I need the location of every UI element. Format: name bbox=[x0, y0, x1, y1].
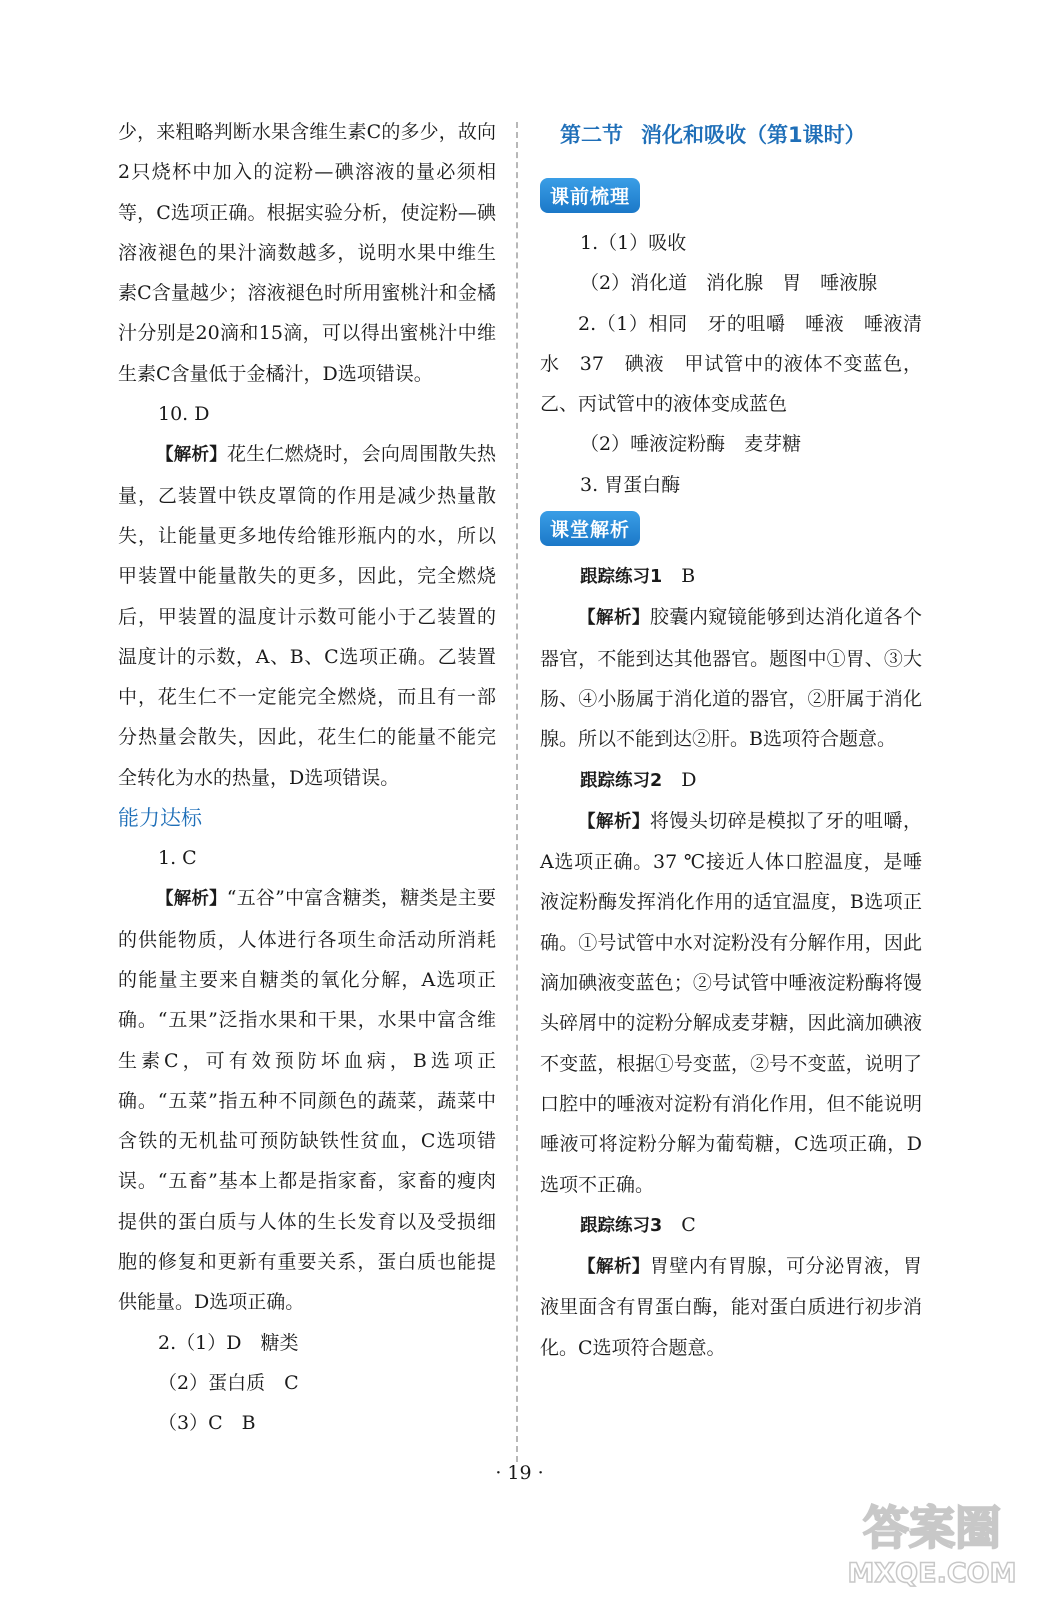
analysis-text: 花生仁燃烧时，会向周围散失热量，乙装置中铁皮罩筒的作用是减少热量散失，让能量更多地传给锥形瓶内的水，所以甲装置中能量散失的更多，因此，完全燃烧后，甲装置的温度计示数可能小于乙装置的温度计的示数，A、B、C选项正确。乙装置中，花生仁不一定能完全燃烧，而且有一部分热量会散失，因此，花生仁的能量不能完全转化为水的热量，D选项错误。 bbox=[118, 443, 496, 789]
answer-line: （3）C B bbox=[158, 1412, 256, 1435]
answer-line: 3. 胃蛋白酶 bbox=[580, 473, 681, 496]
watermark-logo bbox=[847, 1482, 1017, 1590]
exercise-answer: B bbox=[681, 565, 696, 588]
in-class-badge: 课堂解析 bbox=[540, 511, 640, 546]
analysis-label: 【解析】 bbox=[578, 811, 650, 832]
answer-line: 2.（1）D 糖类 bbox=[158, 1331, 299, 1354]
exercise-heading bbox=[540, 556, 922, 597]
answer-text: 少，来粗略判断水果含维生素C的多少，故向2只烧杯中加入的淀粉—碘溶液的量必须相等，C选项正确。根据实验分析，使淀粉—碘溶液褪色的果汁滴数越多，说明水果中维生素C含量越少；溶液褪色时所用蜜桃汁和金橘汁分别是20滴和15滴，可以得出蜜桃汁中维生素C含量低于金橘汁，D选项错误。 bbox=[118, 121, 496, 385]
analysis-paragraph bbox=[540, 801, 922, 1205]
analysis-text: 胶囊内窥镜能够到达消化道各个器官，不能到达其他器官。题图中①胃、③大肠、④小肠属于消化道的器官，②肝属于消化腺。所以不能到达②肝。B选项符合题意。 bbox=[540, 606, 922, 751]
pre-class-badge: 课前梳理 bbox=[540, 178, 640, 213]
analysis-text: 将馒头切碎是模拟了牙的咀嚼，A选项正确。37 ℃接近人体口腔温度，是唾液淀粉酶发挥消化作用的适宜温度，B选项正确。①号试管中水对淀粉没有分解作用，因此滴加碘液变蓝色；②号试管中唾液淀粉酶将馒头碎屑中的淀粉分解成麦芽糖，因此滴加碘液不变蓝，根据①号变蓝，②号不变蓝，说明了口腔中的唾液对淀粉有消化作用，但不能说明唾液可将淀粉分解为葡萄糖，C选项正确，D选项不正确。 bbox=[540, 809, 922, 1196]
watermark-text-top: 答案圈 bbox=[863, 1501, 1001, 1555]
answer-line: 2.（1）相同 牙的咀嚼 唾液 唾液清水 37 碘液 甲试管中的液体不变蓝色，乙、丙试管中的液体变成蓝色 bbox=[540, 312, 922, 416]
answer-line: （2）唾液淀粉酶 麦芽糖 bbox=[580, 433, 802, 456]
analysis-label: 【解析】 bbox=[156, 889, 227, 910]
watermark-text-bottom: MXQE.COM bbox=[847, 1558, 1017, 1589]
section-title bbox=[540, 112, 922, 160]
analysis-paragraph bbox=[540, 1246, 922, 1368]
exercise-heading bbox=[540, 1205, 922, 1246]
exercise-title: 跟踪练习1 bbox=[580, 567, 663, 588]
section-number: 第二节 bbox=[560, 123, 623, 147]
answer-line: （2）蛋白质 C bbox=[158, 1371, 299, 1394]
exercise-answer: C bbox=[681, 1213, 696, 1236]
analysis-paragraph bbox=[118, 878, 496, 1322]
answer-number: 10. D bbox=[158, 403, 210, 426]
analysis-text: “五谷”中富含糖类，糖类是主要的供能物质，人体进行各项生命活动所消耗的能量主要来自糖类的氧化分解，A选项正确。“五果”泛指水果和干果，水果中富含维生素C，可有效预防坏血病，B选项正确。“五菜”指五种不同颜色的蔬菜，蔬菜中含铁的无机盐可预防缺铁性贫血，C选项错误。“五畜”基本上都是指家畜，家畜的瘦肉提供的蛋白质与人体的生长发育以及受损细胞的修复和更新有重要关系，蛋白质也能提供能量。D选项正确。 bbox=[118, 887, 496, 1314]
column-divider bbox=[516, 122, 518, 1462]
exercise-heading bbox=[540, 760, 922, 801]
analysis-paragraph bbox=[540, 597, 922, 759]
answer-line: （2）消化道 消化腺 胃 唾液腺 bbox=[580, 272, 878, 295]
answer-line: 1.（1）吸收 bbox=[580, 232, 687, 254]
analysis-text: 胃壁内有胃腺，可分泌胃液，胃液里面含有胃蛋白酶，能对蛋白质进行初步消化。C选项符合题意。 bbox=[540, 1255, 922, 1359]
left-column bbox=[118, 112, 496, 1444]
answer-number: 1. C bbox=[158, 847, 197, 870]
analysis-label: 【解析】 bbox=[156, 445, 227, 466]
analysis-paragraph bbox=[118, 434, 496, 798]
section-heading: 能力达标 bbox=[118, 806, 202, 831]
right-column bbox=[540, 112, 922, 1368]
analysis-label: 【解析】 bbox=[578, 608, 650, 629]
exercise-title: 跟踪练习2 bbox=[580, 770, 663, 791]
exercise-title: 跟踪练习3 bbox=[580, 1215, 663, 1236]
analysis-label: 【解析】 bbox=[578, 1257, 650, 1278]
section-name: 消化和吸收（第1课时） bbox=[641, 123, 866, 147]
exercise-answer: D bbox=[681, 768, 697, 791]
page-number: · 19 · bbox=[495, 1462, 544, 1484]
